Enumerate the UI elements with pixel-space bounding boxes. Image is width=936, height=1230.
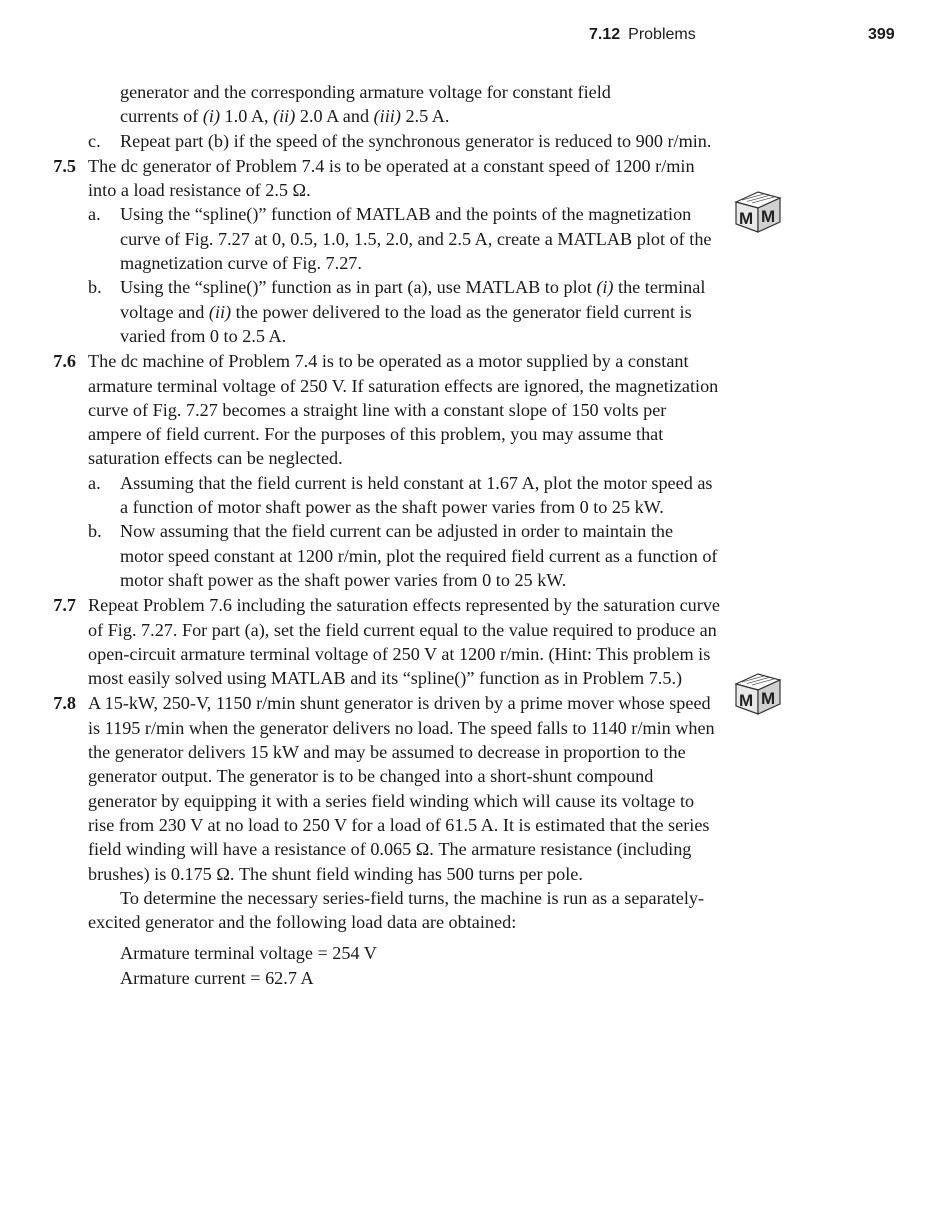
continued-part-b [20, 80, 720, 129]
text-line: currents of (i) 1.0 A, (ii) 2.0 A and (iii) 2.5 A. [120, 106, 450, 127]
text-line: generator and the corresponding armature voltage for constant field [120, 82, 611, 102]
section-number: 7.12 [589, 26, 621, 43]
problem-text: A 15-kW, 250-V, 1150 r/min shunt generator is driven by a prime mover whose speed is 1195 r/min when the generator delivers no load. The speed falls to 1140 r/min when the generator delivers 15 kW and may be assumed to decrease in proportion to the generator output. The generator is to be changed into a short-shunt compound generator by equipping it with a series field winding which will cause its voltage to rise from 230 V at no load to 250 V for a load of 61.5 A. It is estimated that the series field winding will have a resistance of 0.065 Ω. The armature resistance (including brushes) is 0.175 Ω. The shunt field winding has 500 turns per pole. [88, 693, 715, 884]
problem-7-8 [20, 691, 720, 934]
svg-text:M: M [761, 689, 776, 708]
problem-text: The dc machine of Problem 7.4 is to be operated as a motor supplied by a constant armature terminal voltage of 250 V. If saturation effects are ignored, the magnetization curve of Fig. 7.27 becomes a straight line with a constant slope of 150 volts per ampere of field current. For the purposes of this problem, you may assume that saturation effects can be neglected. [88, 351, 719, 469]
problem-number: 7.8 [53, 693, 76, 714]
part-label: c. [88, 130, 101, 151]
problem-number: 7.5 [53, 155, 76, 176]
problem-text: Repeat Problem 7.6 including the saturation effects represented by the saturation curve of Fig. 7.27. For part (a), set the field current equal to the value required to produce an open-circuit armature terminal voltage of 250 V at 1200 r/min. (Hint: This problem is most easily solved using MATLAB and its “spline()” function as in Problem 7.5.) [88, 595, 720, 689]
part-text: Assuming that the field current is held constant at 1.67 A, plot the motor speed as a function of motor shaft power as the shaft power varies from 0 to 25 kW. [120, 472, 713, 518]
problem-7-5 [20, 154, 720, 203]
part-label: a. [88, 472, 101, 493]
matlab-cube-icon [728, 186, 784, 234]
problem-number: 7.7 [53, 595, 76, 616]
problem-7-6 [20, 349, 720, 470]
section-heading [589, 26, 696, 44]
page-number: 399 [868, 26, 895, 43]
part-label: a. [88, 204, 101, 225]
part-a [20, 202, 720, 275]
problems-body [20, 80, 720, 990]
part-text: Using the “spline()” function of MATLAB and the points of the magnetization curve of Fig. 7.27 at 0, 0.5, 1.0, 1.5, 2.0, and 2.5 A, create a MATLAB plot of the magnetization curve of Fig. 7.27. [120, 204, 712, 274]
svg-text:M: M [739, 691, 754, 710]
part-c [20, 129, 720, 153]
section-title: Problems [628, 26, 696, 43]
part-b [20, 519, 720, 592]
problem-text: The dc generator of Problem 7.4 is to be operated at a constant speed of 1200 r/min into a load resistance of 2.5 Ω. [88, 155, 695, 201]
part-label: b. [88, 277, 102, 298]
problem-7-7 [20, 593, 720, 690]
running-header [0, 24, 936, 48]
part-text: Now assuming that the field current can be adjusted in order to maintain the motor speed constant at 1200 r/min, plot the required field current as a function of motor shaft power as the shaft power varies from 0 to 25 kW. [120, 521, 718, 590]
part-text: Using the “spline()” function as in part (a), use MATLAB to plot (i) the terminal voltage and (ii) the power delivered to the load as the generator field current is varied from 0 to 2.5 A. [120, 277, 706, 346]
matlab-cube-icon [728, 668, 784, 716]
part-a [20, 471, 720, 520]
part-text: Repeat part (b) if the speed of the synchronous generator is reduced to 900 r/min. [120, 130, 712, 151]
equation-armature-current: Armature current = 62.7 A [120, 967, 314, 988]
part-b [20, 275, 720, 348]
problem-paragraph: To determine the necessary series-field turns, the machine is run as a separately-excited generator and the following load data are obtained: [88, 887, 705, 933]
part-label: b. [88, 521, 102, 542]
equation-terminal-voltage: Armature terminal voltage = 254 V [120, 943, 377, 964]
problem-number: 7.6 [53, 351, 76, 372]
svg-text:M: M [761, 207, 776, 226]
svg-text:M: M [739, 209, 754, 228]
